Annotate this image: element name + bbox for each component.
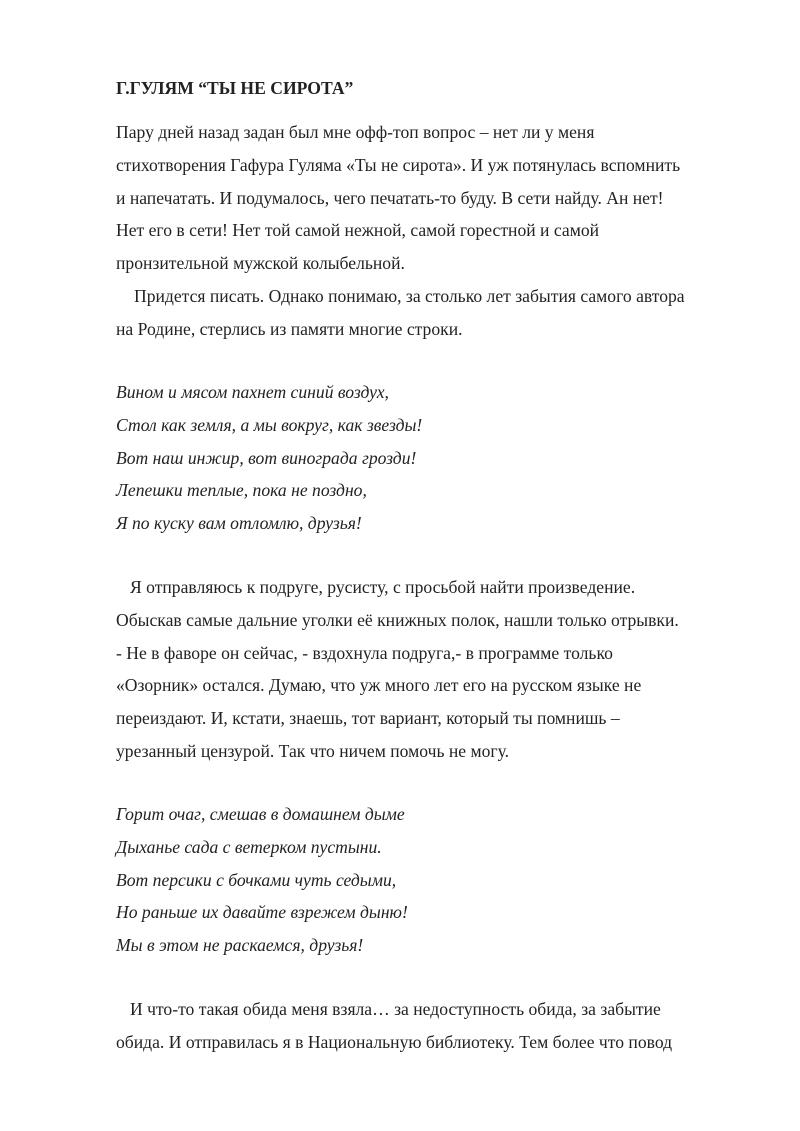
text-line: И что-то такая обида меня взяла… за недоступность обида, за забытие — [130, 999, 661, 1019]
verse-stanza-1 — [116, 376, 422, 540]
text-line: урезанный цензурой. Так что ничем помочь не могу. — [116, 740, 510, 761]
text-line: - Не в фаворе он сейчас, - вздохнула подруга,- в программе только — [116, 642, 613, 663]
verse-line: Горит очаг, смешав в домашнем дыме — [116, 804, 405, 824]
verse-line: Вот персики с бочками чуть седыми, — [116, 869, 397, 890]
text-line: Придется писать. Однако понимаю, за столько лет забытия самого автора — [134, 285, 685, 306]
text-line: пронзительной мужской колыбельной. — [116, 253, 405, 274]
document-title: Г.ГУЛЯМ “ТЫ НЕ СИРОТА” — [116, 78, 354, 98]
paragraph-intro — [116, 116, 685, 346]
text-line: стихотворения Гафура Гуляма «Ты не сирота». И уж потянулась вспомнить — [116, 154, 681, 175]
text-line: обида. И отправилась я в Национальную библиотеку. Тем более что повод — [116, 1031, 673, 1052]
verse-line: Вином и мясом пахнет синий воздух, — [116, 382, 389, 402]
verse-line: Дыханье сада с ветерком пустыни. — [116, 836, 382, 857]
text-line: переиздают. И, кстати, знаешь, тот вариант, который ты помнишь – — [116, 708, 620, 729]
text-line: Нет его в сети! Нет той самой нежной, самой горестной и самой — [116, 220, 600, 241]
text-line: Обыскав самые дальние уголки её книжных полок, нашли только отрывки. — [116, 609, 679, 630]
verse-line: Лепешки теплые, пока не поздно, — [116, 480, 367, 501]
verse-line: Но раньше их давайте взрежем дыню! — [116, 902, 408, 923]
paragraph-friend — [116, 571, 679, 768]
text-line: «Озорник» остался. Думаю, что уж много лет его на русском языке не — [116, 675, 642, 696]
verse-line: Стол как земля, а мы вокруг, как звезды! — [116, 414, 423, 435]
text-line: на Родине, стерлись из памяти многие строки. — [116, 318, 463, 339]
verse-stanza-2 — [116, 798, 408, 962]
text-line: Я отправляюсь к подруге, русисту, с просьбой найти произведение. — [130, 577, 636, 597]
text-line: Пару дней назад задан был мне офф-топ вопрос – нет ли у меня — [116, 122, 595, 142]
verse-line: Вот наш инжир, вот винограда грозди! — [116, 447, 417, 468]
verse-line: Мы в этом не раскаемся, друзья! — [116, 935, 364, 956]
text-line: и напечатать. И подумалось, чего печатать-то буду. В сети найду. Ан нет! — [116, 187, 664, 208]
verse-line: Я по куску вам отломлю, друзья! — [116, 513, 362, 534]
paragraph-library — [116, 993, 672, 1059]
